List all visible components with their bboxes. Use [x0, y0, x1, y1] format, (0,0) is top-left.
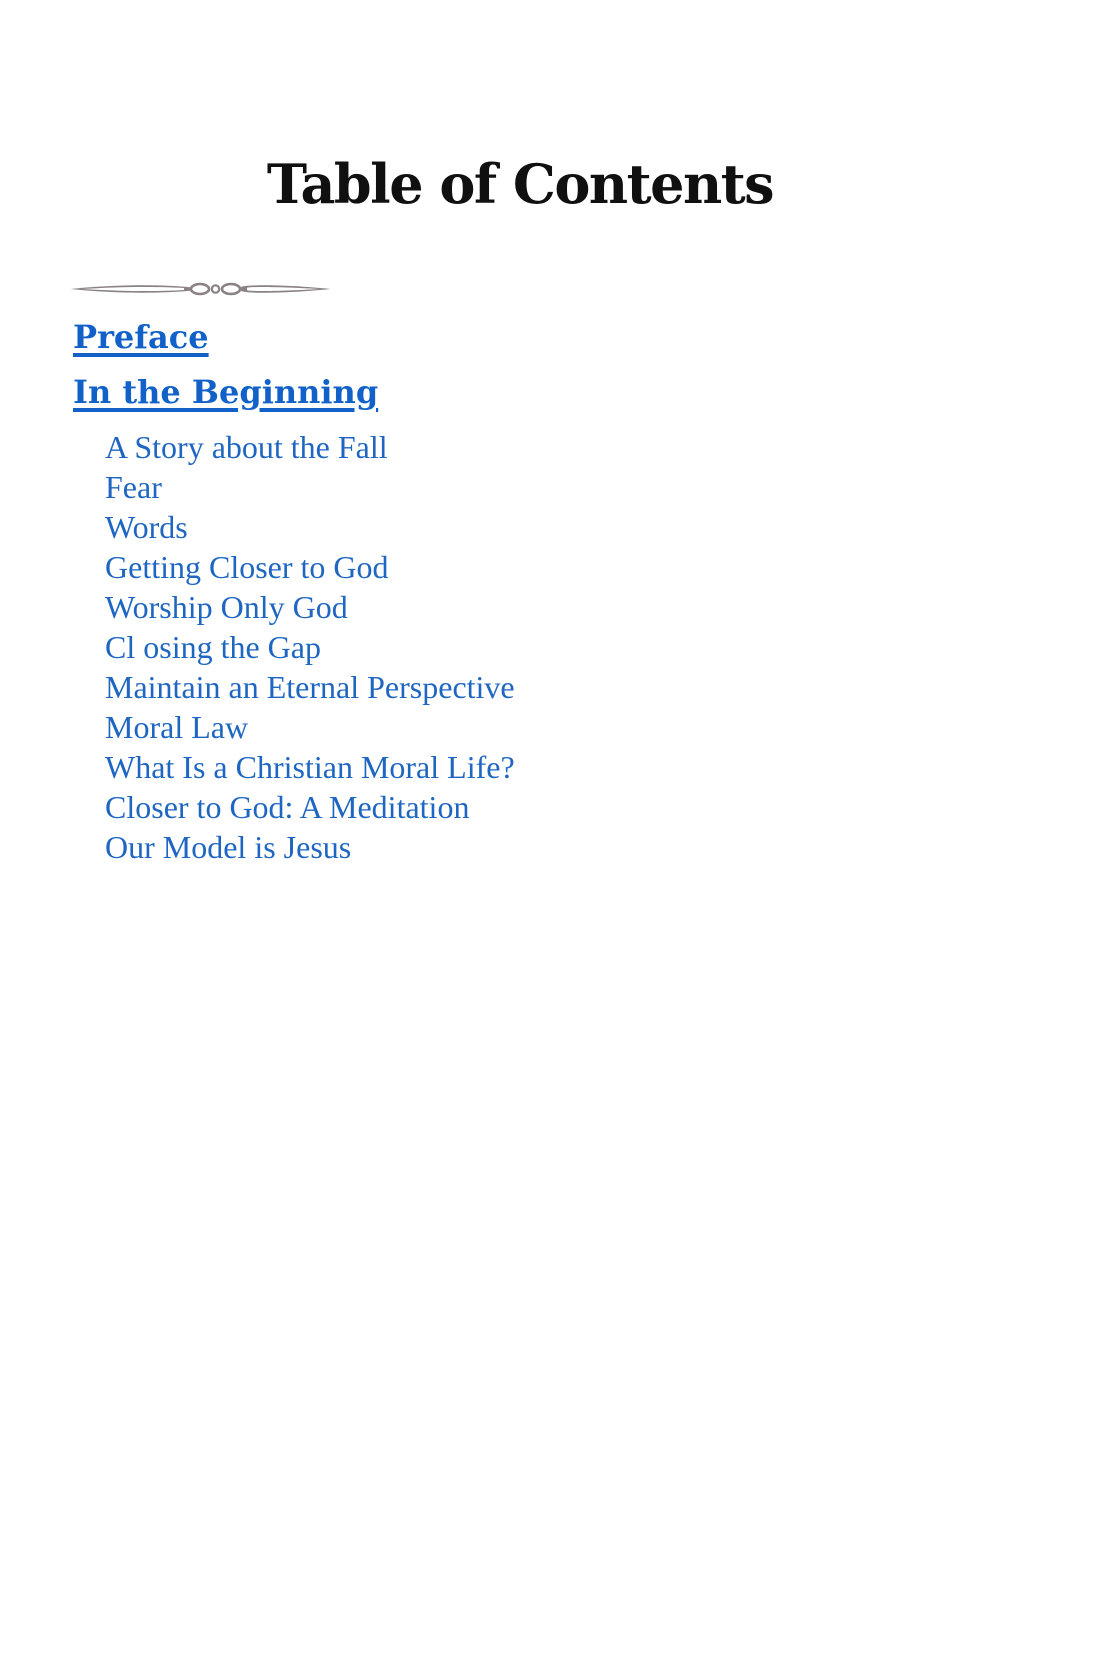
toc-section-item — [105, 547, 515, 587]
toc-section-link[interactable]: Our Model is Jesus — [105, 829, 352, 865]
toc-section-link[interactable]: Maintain an Eternal Perspective — [105, 669, 515, 705]
filigree-divider-icon — [70, 282, 331, 296]
toc-chapter-link-in-the-beginning[interactable]: In the Beginning — [73, 373, 379, 411]
page-title: Table of Contents — [266, 152, 774, 217]
toc-section-link[interactable]: Getting Closer to God — [105, 549, 389, 585]
toc-section-item — [105, 467, 515, 507]
toc-section-list — [105, 427, 515, 867]
toc-section-item — [105, 747, 515, 787]
toc-section-item — [105, 427, 515, 467]
toc-section-item — [105, 667, 515, 707]
toc-section-item — [105, 507, 515, 547]
toc-section-item — [105, 787, 515, 827]
toc-section-link[interactable]: Closer to God: A Meditation — [105, 789, 470, 825]
toc-section-item — [105, 627, 515, 667]
toc-section-link[interactable]: Fear — [105, 469, 162, 505]
toc-section-link[interactable]: A Story about the Fall — [105, 429, 388, 465]
toc-section-link[interactable]: Cl osing the Gap — [105, 629, 321, 665]
toc-section-link[interactable]: Words — [105, 509, 188, 545]
toc-section-link[interactable]: What Is a Christian Moral Life? — [105, 749, 515, 785]
toc-section-item — [105, 707, 515, 747]
toc-section-item — [105, 827, 515, 867]
toc-section-item — [105, 587, 515, 627]
toc-chapter-list — [73, 317, 378, 427]
toc-section-link[interactable]: Moral Law — [105, 709, 249, 745]
toc-chapter-link-preface[interactable]: Preface — [73, 318, 209, 356]
toc-section-link[interactable]: Worship Only God — [105, 589, 348, 625]
